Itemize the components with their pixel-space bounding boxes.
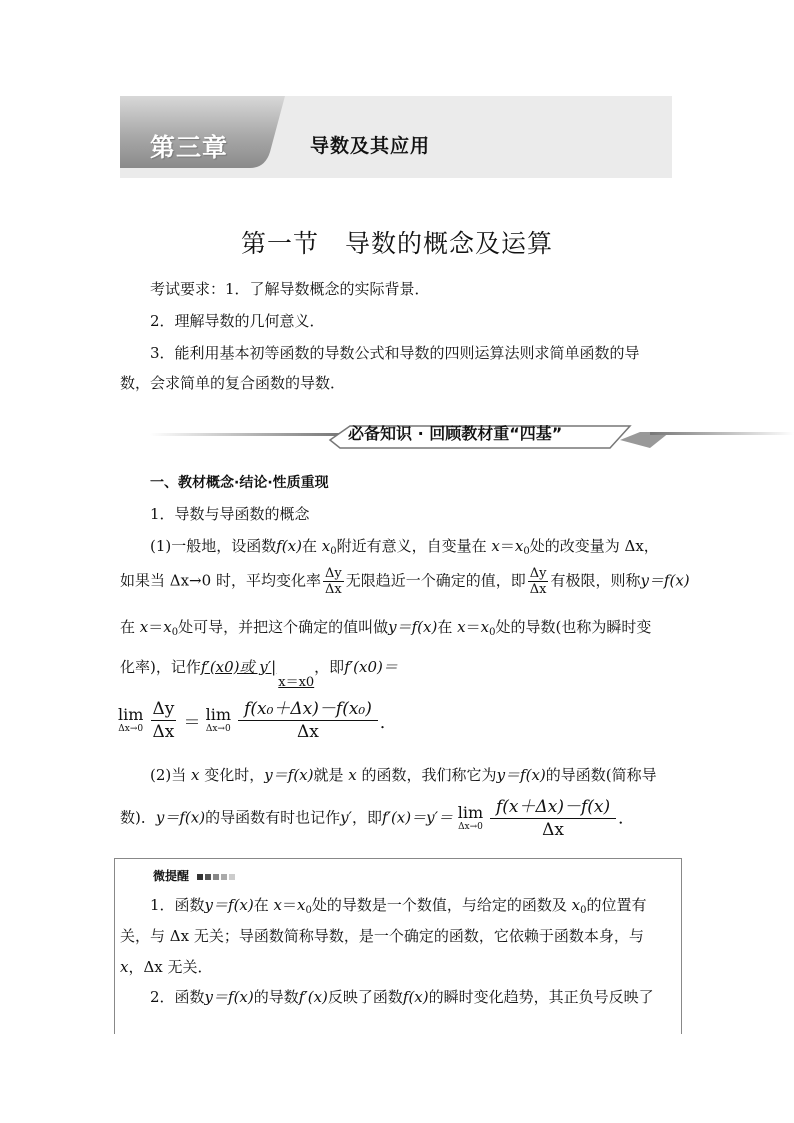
decor-square — [221, 874, 227, 880]
chapter-title: 导数及其应用 — [310, 135, 431, 157]
part-subheading: 1．导数与导函数的概念 — [150, 505, 310, 523]
text: ，即 — [314, 658, 345, 676]
fraction — [490, 796, 616, 841]
reminder-p1-line1: 1．函数y＝f(x)在 $x=x_0$处的导数是一个数值，与给定的函数及 $x_0$的位置有 — [150, 896, 647, 916]
fraction — [528, 566, 549, 597]
decor-square — [229, 874, 235, 880]
text: x — [480, 618, 490, 636]
numerator: Δy — [152, 699, 175, 719]
requirement-line-2: 2．理解导数的几何意义． — [150, 312, 325, 330]
text: 如果当 Δx→0 时，平均变化率 — [120, 571, 321, 590]
text: y＝f(x) — [640, 571, 690, 590]
text: y′ — [340, 808, 352, 827]
text: (1)一般地，设函数 — [150, 537, 277, 555]
reminder-p2-line1 — [150, 987, 654, 1007]
text: x — [514, 537, 524, 555]
text: 在 — [120, 618, 136, 636]
text: y＝f(x) — [204, 988, 254, 1006]
para1-line3: 在 $x=x_0$处可导，并把这个确定的值叫做y＝f(x)在 $x=x_0$处的导数(也称为瞬时变 — [120, 618, 652, 638]
chapter-label: 第三章 — [150, 133, 229, 162]
text: 在 — [301, 537, 317, 555]
text: x — [273, 896, 283, 914]
text: f(x) — [276, 537, 302, 555]
equals: ＝ — [183, 713, 201, 733]
text: 处的改变量为 Δx， — [529, 537, 659, 555]
text: 处可导，并把这个确定的值叫做 — [178, 618, 389, 636]
fraction — [323, 566, 344, 597]
text: 处的导数是一个数值，与给定的函数及 — [311, 896, 567, 914]
para1-line4 — [120, 657, 398, 690]
denominator: Δx — [152, 722, 175, 742]
text: x — [120, 958, 129, 976]
reminder-box — [114, 858, 682, 1034]
text: 变化时， — [204, 766, 265, 784]
requirement-line-1: 考试要求：1．了解导数概念的实际背景． — [150, 280, 430, 298]
denominator: Δx — [542, 820, 564, 840]
period: ． — [379, 713, 397, 733]
reminder-title — [153, 867, 235, 884]
text: y＝f(x) — [204, 896, 254, 914]
sub: 0 — [580, 905, 587, 916]
text: f(x) — [402, 988, 429, 1006]
text: 的导函数有时也记作 — [205, 808, 341, 827]
para2-line2 — [120, 796, 635, 841]
limit — [206, 706, 231, 735]
fraction — [151, 698, 177, 743]
text: f′(x0)或 y′| — [200, 658, 277, 676]
subscript-notation: x＝x0 — [278, 675, 315, 690]
formula-derivative-at-point — [118, 698, 397, 743]
text: 的位置有 — [586, 896, 647, 914]
denominator: Δx — [297, 722, 319, 742]
text: 1．函数 — [150, 896, 205, 914]
sub: 0 — [330, 546, 337, 557]
limit — [118, 706, 143, 735]
text: x — [491, 537, 500, 555]
section-title: 第一节 导数的概念及运算 — [240, 229, 553, 258]
text: y＝f(x) — [496, 766, 546, 784]
lim-sub: Δx→0 — [458, 822, 483, 832]
text: 数)． — [120, 808, 156, 827]
denominator: Δx — [324, 582, 342, 597]
denominator: Δx — [529, 582, 547, 597]
numerator: f(x＋Δx)－f(x) — [490, 796, 616, 819]
text: f′(x0)＝ — [344, 658, 398, 676]
divider-title: 必备知识 · 回顾教材重“四基” — [348, 424, 563, 443]
text: 就是 — [313, 766, 344, 784]
text: 在 — [437, 618, 453, 636]
text: 反映了函数 — [327, 988, 403, 1006]
text: y＝f(x) — [264, 766, 314, 784]
period: ． — [618, 808, 636, 829]
fraction — [238, 698, 378, 743]
notation — [201, 658, 276, 676]
text: 的函数，我们称它为 — [361, 766, 497, 784]
text: 的瞬时变化趋势，其正负号反映了 — [428, 988, 654, 1006]
lim-sub: Δx→0 — [205, 724, 231, 734]
text: x — [348, 766, 357, 784]
reminder-p1-line3 — [120, 957, 213, 977]
text: 附近有意义，自变量在 — [336, 537, 487, 555]
text: x — [191, 766, 200, 784]
text: x — [139, 618, 149, 636]
para1-line1: (1)一般地，设函数f(x)在 $x_0$附近有意义，自变量在 $x=x_0$处的改变量为 Δx， — [150, 537, 659, 557]
sub: 0 — [489, 627, 496, 638]
text: y＝f(x) — [388, 618, 438, 636]
text: 在 — [253, 896, 269, 914]
para2-line1 — [150, 765, 657, 785]
lim-word: lim — [457, 803, 484, 822]
limit — [458, 804, 483, 833]
text: y＝f(x) — [155, 808, 206, 827]
decor-square — [213, 874, 219, 880]
sub: 0 — [305, 905, 312, 916]
text: (2)当 — [150, 766, 187, 784]
numerator: f(x₀＋Δx)－f(x₀) — [238, 698, 378, 721]
sub: 0 — [523, 546, 530, 557]
decor-square — [197, 874, 203, 880]
numerator: Δy — [529, 566, 547, 581]
para1-line2 — [120, 566, 690, 597]
numerator: Δy — [324, 566, 342, 581]
lim-word: lim — [205, 705, 231, 724]
part-heading: 一、教材概念·结论·性质重现 — [150, 475, 329, 491]
reminder-p1-line2: 关，与 Δx 无关；导函数简称导数，是一个确定的函数，它依赖于函数本身，与 — [120, 927, 644, 945]
text: x — [457, 618, 466, 636]
text: ，Δx 无关． — [128, 958, 213, 976]
text: f′(x) — [298, 988, 328, 1006]
text: 无限趋近一个确定的值，即 — [345, 571, 526, 590]
lim-sub: Δx→0 — [118, 724, 144, 734]
text: f′(x)＝y′＝ — [381, 808, 453, 827]
text: 的导函数(简称导 — [545, 766, 657, 784]
text: x — [321, 537, 331, 555]
text: x — [163, 618, 172, 636]
lim-word: lim — [118, 705, 144, 724]
requirement-line-4: 数，会求简单的复合函数的导数． — [120, 374, 346, 392]
text: 处的导数(也称为瞬时变 — [495, 618, 652, 636]
text: ，即 — [351, 808, 382, 827]
sub: 0 — [171, 627, 179, 638]
text: x — [297, 896, 306, 914]
text: 2．函数 — [150, 988, 205, 1006]
decor-square — [205, 874, 211, 880]
text: x — [571, 896, 581, 914]
reminder-title-text: 微提醒 — [153, 869, 190, 883]
requirement-line-3: 3．能利用基本初等函数的导数公式和导数的四则运算法则求简单函数的导 — [150, 344, 640, 362]
text: 的导数 — [253, 988, 299, 1006]
text: 有极限，则称 — [550, 571, 641, 590]
text: 化率)，记作 — [120, 658, 201, 676]
